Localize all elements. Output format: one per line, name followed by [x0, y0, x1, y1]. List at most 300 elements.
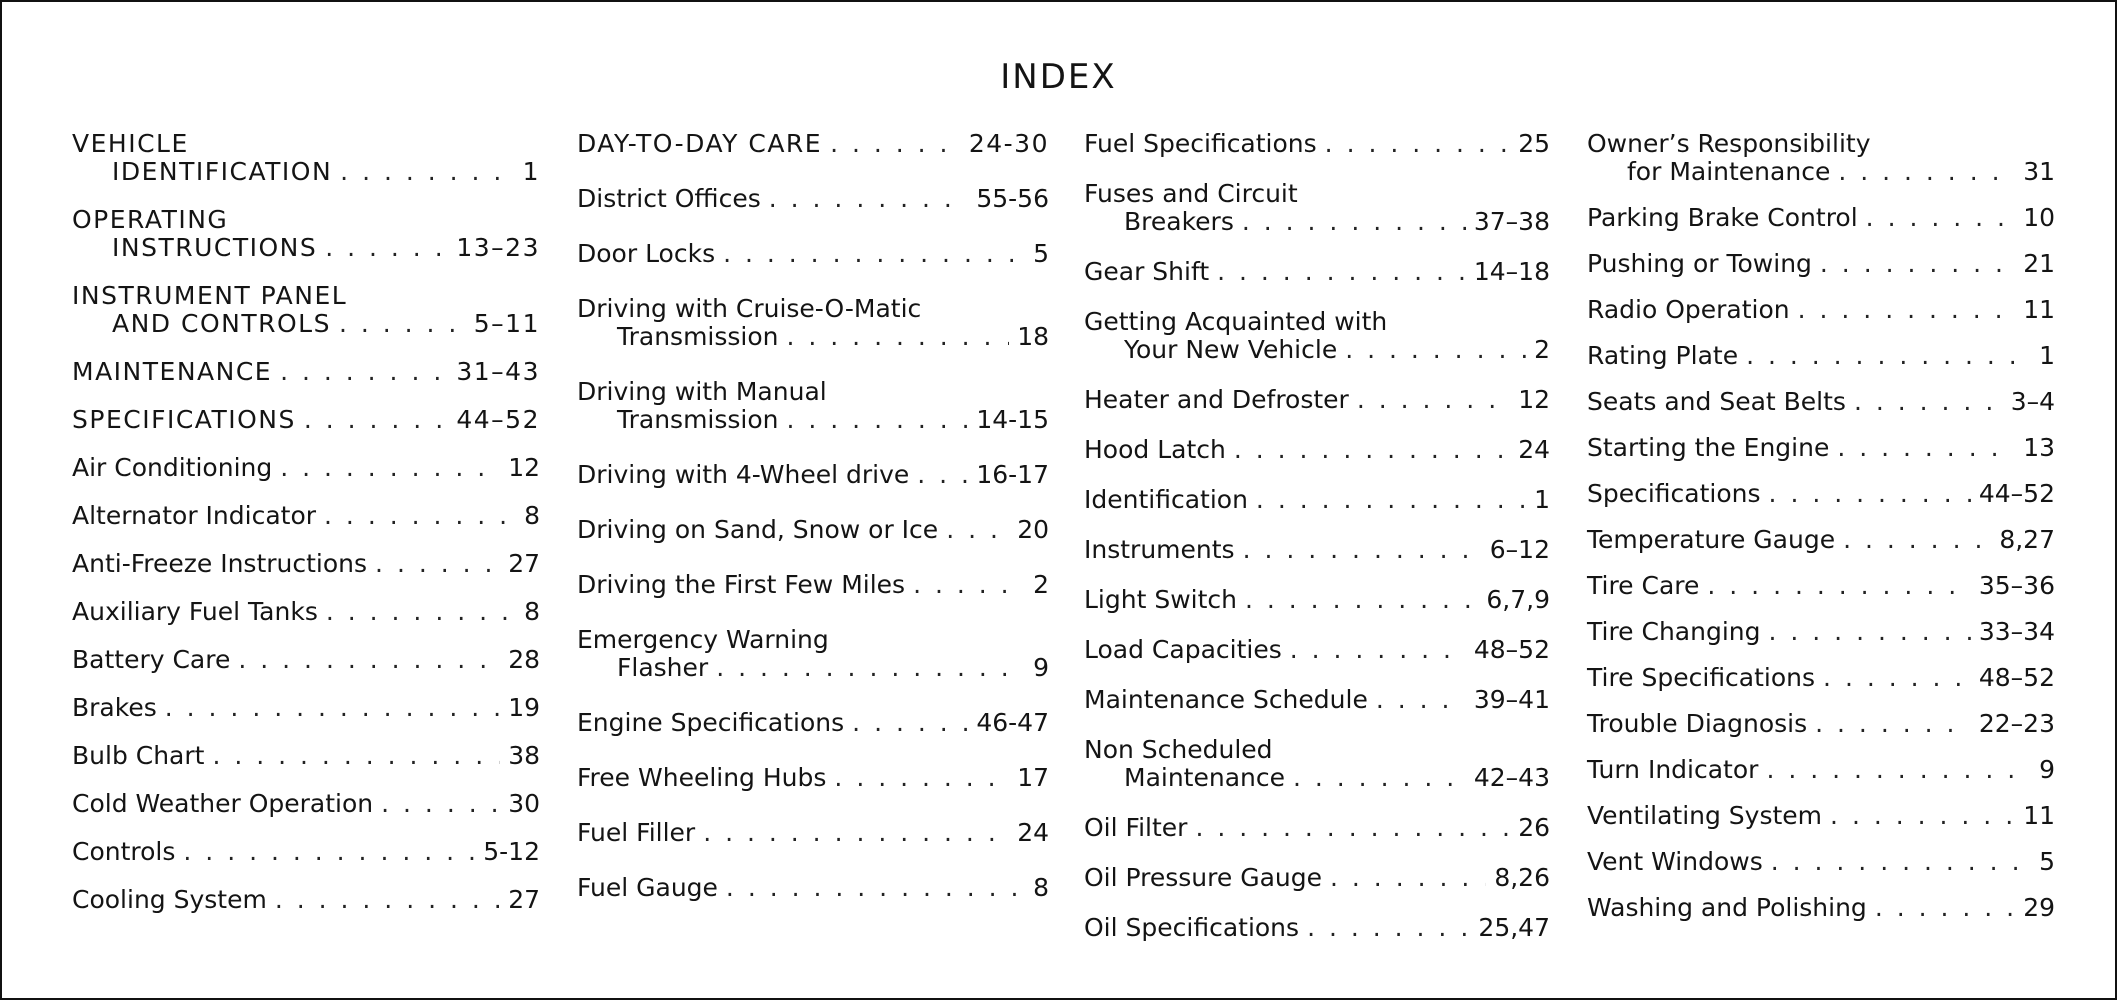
- index-entry-page: 48–52: [1473, 635, 1550, 664]
- index-entry: [577, 295, 1049, 351]
- index-entry-label: Washing and Polishing: [1587, 893, 1867, 922]
- index-entry: [1084, 180, 1550, 236]
- dot-leader: [1345, 336, 1526, 364]
- dot-leader: [339, 310, 466, 338]
- dot-leader: [325, 234, 448, 262]
- dot-leader: [1746, 342, 2031, 370]
- index-entry-heading: Driving with Cruise-O-Matic: [577, 294, 922, 323]
- index-entry-row: [1084, 914, 1550, 942]
- index-entry-label: Fuel Specifications: [1084, 129, 1317, 158]
- index-entry-row: [72, 358, 540, 386]
- index-entry-label: Specifications: [1587, 479, 1761, 508]
- index-entry-page: 46-47: [976, 708, 1049, 737]
- dot-leader: [1290, 636, 1466, 664]
- index-entry: [72, 694, 540, 722]
- index-entry-label: Starting the Engine: [1587, 433, 1830, 462]
- index-entry-label: Gear Shift: [1084, 257, 1210, 286]
- index-entry-page: 9: [1033, 653, 1049, 682]
- index-entry-row: [72, 646, 540, 674]
- dot-leader: [1820, 250, 2015, 278]
- index-entry-page: 31: [2023, 157, 2055, 186]
- index-entry-page: 11: [2023, 801, 2055, 830]
- index-entry: [72, 130, 540, 186]
- index-entry-label: Cold Weather Operation: [72, 789, 374, 818]
- index-entry-page: 19: [508, 693, 540, 722]
- index-entry-page: 26: [1518, 813, 1550, 842]
- index-entry-label: Anti-Freeze Instructions: [72, 549, 368, 578]
- index-entry-row: [577, 819, 1049, 847]
- index-entry-page: 27: [508, 549, 540, 578]
- dot-leader: [830, 130, 961, 158]
- index-entry-label: Breakers: [1124, 207, 1234, 236]
- index-entry-page: 8: [1033, 873, 1049, 902]
- index-entry: [577, 516, 1049, 544]
- dot-leader: [1293, 764, 1466, 792]
- index-entry-label: Tire Specifications: [1587, 663, 1816, 692]
- dot-leader: [1243, 536, 1482, 564]
- index-entry-page: 13–23: [456, 233, 540, 262]
- index-entry-label: Ventilating System: [1587, 801, 1823, 830]
- index-entry-label: Seats and Seat Belts: [1587, 387, 1846, 416]
- index-entry-row: [72, 454, 540, 482]
- dot-leader: [165, 694, 500, 722]
- index-entry-label: Oil Pressure Gauge: [1084, 863, 1323, 892]
- index-entry-row: [1084, 686, 1550, 714]
- index-entry-label: Maintenance: [1124, 763, 1285, 792]
- index-entry-row: [577, 709, 1049, 737]
- index-entry-label: Cooling System: [72, 885, 267, 914]
- index-entry: [1084, 586, 1550, 614]
- index-entry-label: Load Capacities: [1084, 635, 1282, 664]
- index-entry-row: [577, 240, 1049, 268]
- index-entry-row: [72, 406, 540, 434]
- index-entry-row: [1587, 526, 2055, 554]
- page-title: INDEX: [1000, 57, 1117, 97]
- index-entry-page: 8: [524, 597, 540, 626]
- index-entry-page: 42–43: [1473, 763, 1550, 792]
- index-entry: [72, 502, 540, 530]
- index-entry: [1587, 526, 2055, 554]
- dot-leader: [1245, 586, 1478, 614]
- index-entry-row: [577, 874, 1049, 902]
- dot-leader: [703, 819, 1009, 847]
- index-entry-label: Driving on Sand, Snow or Ice: [577, 515, 939, 544]
- index-column-3: [1084, 130, 1550, 964]
- index-entry-row: [577, 406, 1049, 434]
- index-entry-label: Transmission: [617, 405, 779, 434]
- index-entry-page: 1: [1534, 485, 1550, 514]
- index-entry: [72, 282, 540, 338]
- index-entry-row: [72, 886, 540, 914]
- index-entry-heading: Fuses and Circuit: [1084, 179, 1298, 208]
- index-entry-page: 18: [1017, 322, 1049, 351]
- index-entry-row: [72, 550, 540, 578]
- index-entry-row: [72, 310, 540, 338]
- dot-leader: [1357, 386, 1510, 414]
- index-entry-page: 16-17: [976, 460, 1049, 489]
- index-entry-page: 13: [2023, 433, 2055, 462]
- index-entry-label: Battery Care: [72, 645, 231, 674]
- index-entry: [1084, 258, 1550, 286]
- index-entry-heading: VEHICLE: [72, 129, 189, 158]
- index-column-2: [577, 130, 1049, 929]
- index-entry-row: [1084, 258, 1550, 286]
- index-entry-row: [577, 571, 1049, 599]
- index-entry-label: Alternator Indicator: [72, 501, 317, 530]
- index-entry-page: 14-15: [976, 405, 1049, 434]
- index-entry: [1084, 686, 1550, 714]
- dot-leader: [1823, 664, 1971, 692]
- index-entry: [72, 454, 540, 482]
- index-entry-label: District Offices: [577, 184, 761, 213]
- index-entry-label: Temperature Gauge: [1587, 525, 1836, 554]
- dot-leader: [324, 502, 516, 530]
- index-entry-row: [72, 790, 540, 818]
- dot-leader: [1815, 710, 1971, 738]
- index-entry-page: 5: [2039, 847, 2055, 876]
- index-entry-page: 5–11: [473, 309, 540, 338]
- index-entry: [1084, 814, 1550, 842]
- index-entry-label: SPECIFICATIONS: [72, 405, 296, 434]
- index-entry: [1084, 864, 1550, 892]
- index-entry-label: Oil Filter: [1084, 813, 1188, 842]
- index-entry-row: [1587, 802, 2055, 830]
- index-entry-label: DAY-TO-DAY CARE: [577, 129, 823, 158]
- index-entry-label: Tire Changing: [1587, 617, 1761, 646]
- index-entry-page: 12: [1518, 385, 1550, 414]
- index-entry: [577, 626, 1049, 682]
- index-entry-page: 44–52: [1978, 479, 2055, 508]
- index-entry-label: Hood Latch: [1084, 435, 1226, 464]
- index-entry-page: 24: [1518, 435, 1550, 464]
- index-entry: [1587, 664, 2055, 692]
- index-entry-row: [1084, 864, 1550, 892]
- dot-leader: [1234, 436, 1510, 464]
- index-entry: [1587, 130, 2055, 186]
- index-entry: [1084, 736, 1550, 792]
- index-entry-row: [1084, 208, 1550, 236]
- index-entry-page: 8: [524, 501, 540, 530]
- index-entry: [1587, 802, 2055, 830]
- index-entry: [577, 709, 1049, 737]
- dot-leader: [834, 764, 1009, 792]
- dot-leader: [375, 550, 500, 578]
- index-entry-page: 22–23: [1978, 709, 2055, 738]
- index-entry-page: 14–18: [1473, 257, 1550, 286]
- index-entry-row: [1084, 436, 1550, 464]
- index-entry-label: Engine Specifications: [577, 708, 845, 737]
- index-entry: [72, 790, 540, 818]
- index-entry-label: Oil Specifications: [1084, 913, 1300, 942]
- index-entry: [577, 819, 1049, 847]
- index-entry-row: [577, 461, 1049, 489]
- index-entry-label: Vent Windows: [1587, 847, 1763, 876]
- index-entry: [1084, 386, 1550, 414]
- index-entry-heading: OPERATING: [72, 205, 229, 234]
- index-entry-label: Fuel Filler: [577, 818, 696, 847]
- index-entry-label: Flasher: [617, 653, 709, 682]
- index-entry-page: 5: [1033, 239, 1049, 268]
- dot-leader: [1838, 158, 2015, 186]
- index-entry: [1084, 308, 1550, 364]
- index-entry-row: [1587, 618, 2055, 646]
- index-entry-page: 8,27: [1999, 525, 2055, 554]
- dot-leader: [1195, 814, 1510, 842]
- index-entry-label: Air Conditioning: [72, 453, 273, 482]
- index-entry-label: Rating Plate: [1587, 341, 1739, 370]
- index-entry-label: Fuel Gauge: [577, 873, 718, 902]
- index-entry-heading: Owner’s Responsibility: [1587, 129, 1871, 158]
- index-entry: [72, 838, 540, 866]
- index-entry-label: Turn Indicator: [1587, 755, 1759, 784]
- index-entry-page: 55-56: [976, 184, 1049, 213]
- index-entry-row: [1587, 710, 2055, 738]
- index-entry-page: 10: [2023, 203, 2055, 232]
- dot-leader: [1843, 526, 1991, 554]
- index-entry: [72, 886, 540, 914]
- dot-leader: [917, 461, 968, 489]
- dot-leader: [946, 516, 1009, 544]
- index-entry-label: Door Locks: [577, 239, 716, 268]
- index-entry-heading: Non Scheduled: [1084, 735, 1273, 764]
- dot-leader: [1875, 894, 2015, 922]
- dot-leader: [852, 709, 968, 737]
- index-entry: [577, 130, 1049, 158]
- index-entry-row: [72, 158, 540, 186]
- dot-leader: [212, 742, 500, 770]
- index-entry-page: 12: [508, 453, 540, 482]
- index-entry-page: 39–41: [1473, 685, 1550, 714]
- index-entry-page: 1: [522, 157, 540, 186]
- index-entry-label: Bulb Chart: [72, 741, 205, 770]
- dot-leader: [1330, 864, 1486, 892]
- dot-leader: [1307, 914, 1470, 942]
- index-entry-row: [1084, 336, 1550, 364]
- index-entry-heading: Getting Acquainted with: [1084, 307, 1388, 336]
- index-entry-label: Maintenance Schedule: [1084, 685, 1368, 714]
- index-entry-row: [1587, 434, 2055, 462]
- index-entry: [577, 185, 1049, 213]
- index-entry-page: 48–52: [1978, 663, 2055, 692]
- index-entry: [577, 378, 1049, 434]
- index-column-4: [1587, 130, 2055, 940]
- index-entry-row: [1587, 204, 2055, 232]
- index-entry: [1587, 480, 2055, 508]
- index-entry-row: [1587, 756, 2055, 784]
- dot-leader: [238, 646, 500, 674]
- index-entry-label: Driving the First Few Miles: [577, 570, 906, 599]
- dot-leader: [1769, 618, 1971, 646]
- dot-leader: [726, 874, 1025, 902]
- index-entry-heading: Emergency Warning: [577, 625, 829, 654]
- index-entry: [1587, 388, 2055, 416]
- index-entry-page: 6,7,9: [1486, 585, 1550, 614]
- index-entry-row: [1084, 636, 1550, 664]
- index-entry-row: [72, 502, 540, 530]
- index-entry-row: [1084, 486, 1550, 514]
- index-entry-page: 24: [1017, 818, 1049, 847]
- index-entry-label: Tire Care: [1587, 571, 1700, 600]
- index-entry-page: 37–38: [1473, 207, 1550, 236]
- index-entry-label: Heater and Defroster: [1084, 385, 1349, 414]
- index-entry-row: [1587, 388, 2055, 416]
- index-entry-label: Controls: [72, 837, 176, 866]
- index-entry-row: [1587, 342, 2055, 370]
- dot-leader: [326, 598, 516, 626]
- index-entry-row: [1084, 536, 1550, 564]
- index-entry-page: 38: [508, 741, 540, 770]
- dot-leader: [787, 323, 1010, 351]
- dot-leader: [1837, 434, 2015, 462]
- index-entry: [72, 646, 540, 674]
- index-entry-page: 6–12: [1489, 535, 1550, 564]
- index-entry-label: INSTRUCTIONS: [112, 233, 318, 262]
- index-entry-row: [577, 654, 1049, 682]
- dot-leader: [769, 185, 969, 213]
- dot-leader: [1242, 208, 1466, 236]
- index-entry-label: Driving with 4-Wheel drive: [577, 460, 910, 489]
- index-entry-label: Transmission: [617, 322, 779, 351]
- dot-leader: [1866, 204, 2016, 232]
- index-entry: [1084, 486, 1550, 514]
- dot-leader: [1256, 486, 1526, 514]
- index-entry-row: [577, 764, 1049, 792]
- index-entry-row: [72, 838, 540, 866]
- index-entry-page: 20: [1017, 515, 1049, 544]
- dot-leader: [1217, 258, 1466, 286]
- index-entry: [1587, 572, 2055, 600]
- dot-leader: [1830, 802, 2015, 830]
- index-entry: [1084, 914, 1550, 942]
- index-entry-page: 1: [2039, 341, 2055, 370]
- index-entry-page: 8,26: [1494, 863, 1550, 892]
- dot-leader: [1771, 848, 2031, 876]
- index-entry-row: [577, 323, 1049, 351]
- index-entry: [577, 764, 1049, 792]
- index-entry-page: 33–34: [1978, 617, 2055, 646]
- index-entry: [1587, 894, 2055, 922]
- index-entry: [1587, 434, 2055, 462]
- index-entry-page: 29: [2023, 893, 2055, 922]
- dot-leader: [1707, 572, 1970, 600]
- index-entry-row: [1587, 848, 2055, 876]
- index-entry-row: [1587, 572, 2055, 600]
- dot-leader: [913, 571, 1025, 599]
- index-entry-page: 25: [1518, 129, 1550, 158]
- index-entry-row: [1587, 664, 2055, 692]
- index-entry-row: [577, 185, 1049, 213]
- index-entry-page: 30: [508, 789, 540, 818]
- index-entry-page: 27: [508, 885, 540, 914]
- index-entry-label: MAINTENANCE: [72, 357, 273, 386]
- index-entry-row: [1084, 130, 1550, 158]
- index-entry-row: [1587, 480, 2055, 508]
- index-entry-page: 2: [1033, 570, 1049, 599]
- dot-leader: [1769, 480, 1971, 508]
- index-entry-page: 31–43: [456, 357, 540, 386]
- index-entry-label: for Maintenance: [1627, 157, 1831, 186]
- index-entry: [72, 206, 540, 262]
- index-entry: [72, 406, 540, 434]
- index-entry-heading: INSTRUMENT PANEL: [72, 281, 348, 310]
- index-entry: [1587, 342, 2055, 370]
- index-entry: [1587, 710, 2055, 738]
- index-entry-heading: Driving with Manual: [577, 377, 827, 406]
- index-entry: [1587, 848, 2055, 876]
- index-entry-row: [1084, 386, 1550, 414]
- dot-leader: [183, 838, 475, 866]
- index-entry: [577, 461, 1049, 489]
- index-column-1: [72, 130, 540, 934]
- index-entry: [1084, 436, 1550, 464]
- index-entry-row: [1587, 894, 2055, 922]
- index-entry-label: Free Wheeling Hubs: [577, 763, 827, 792]
- dot-leader: [787, 406, 969, 434]
- index-entry-page: 5-12: [483, 837, 540, 866]
- index-entry-label: Auxiliary Fuel Tanks: [72, 597, 318, 626]
- dot-leader: [716, 654, 1025, 682]
- index-entry-page: 44–52: [456, 405, 540, 434]
- dot-leader: [340, 158, 514, 186]
- index-entry-page: 3–4: [2010, 387, 2055, 416]
- index-entry-page: 21: [2023, 249, 2055, 278]
- index-entry-page: 2: [1534, 335, 1550, 364]
- dot-leader: [723, 240, 1025, 268]
- index-entry-label: AND CONTROLS: [112, 309, 331, 338]
- index-entry: [1084, 536, 1550, 564]
- index-entry-page: 24-30: [968, 129, 1049, 158]
- index-entry-label: Instruments: [1084, 535, 1235, 564]
- index-entry-row: [1084, 764, 1550, 792]
- dot-leader: [1376, 686, 1466, 714]
- index-entry-label: Pushing or Towing: [1587, 249, 1812, 278]
- index-entry: [577, 240, 1049, 268]
- index-entry-row: [72, 742, 540, 770]
- index-entry-page: 28: [508, 645, 540, 674]
- index-entry-label: IDENTIFICATION: [112, 157, 333, 186]
- index-entry-row: [577, 130, 1049, 158]
- index-entry-row: [72, 598, 540, 626]
- index-entry-page: 25,47: [1478, 913, 1550, 942]
- index-entry: [1587, 204, 2055, 232]
- index-entry-label: Brakes: [72, 693, 157, 722]
- index-entry-row: [72, 234, 540, 262]
- index-entry-row: [577, 516, 1049, 544]
- dot-leader: [280, 454, 500, 482]
- dot-leader: [381, 790, 500, 818]
- index-entry: [1084, 130, 1550, 158]
- index-entry-label: Light Switch: [1084, 585, 1237, 614]
- index-entry-row: [1587, 158, 2055, 186]
- index-entry-label: Radio Operation: [1587, 295, 1790, 324]
- index-entry: [577, 571, 1049, 599]
- dot-leader: [1854, 388, 2003, 416]
- index-entry-row: [1084, 814, 1550, 842]
- dot-leader: [280, 358, 448, 386]
- index-entry-row: [1084, 586, 1550, 614]
- dot-leader: [304, 406, 449, 434]
- index-entry: [72, 742, 540, 770]
- index-entry: [1084, 636, 1550, 664]
- index-entry-page: 11: [2023, 295, 2055, 324]
- index-entry-label: Trouble Diagnosis: [1587, 709, 1808, 738]
- index-entry: [1587, 618, 2055, 646]
- index-entry-label: Identification: [1084, 485, 1248, 514]
- index-entry-label: Your New Vehicle: [1124, 335, 1338, 364]
- index-entry-row: [1587, 250, 2055, 278]
- index-entry: [1587, 756, 2055, 784]
- index-entry-page: 9: [2039, 755, 2055, 784]
